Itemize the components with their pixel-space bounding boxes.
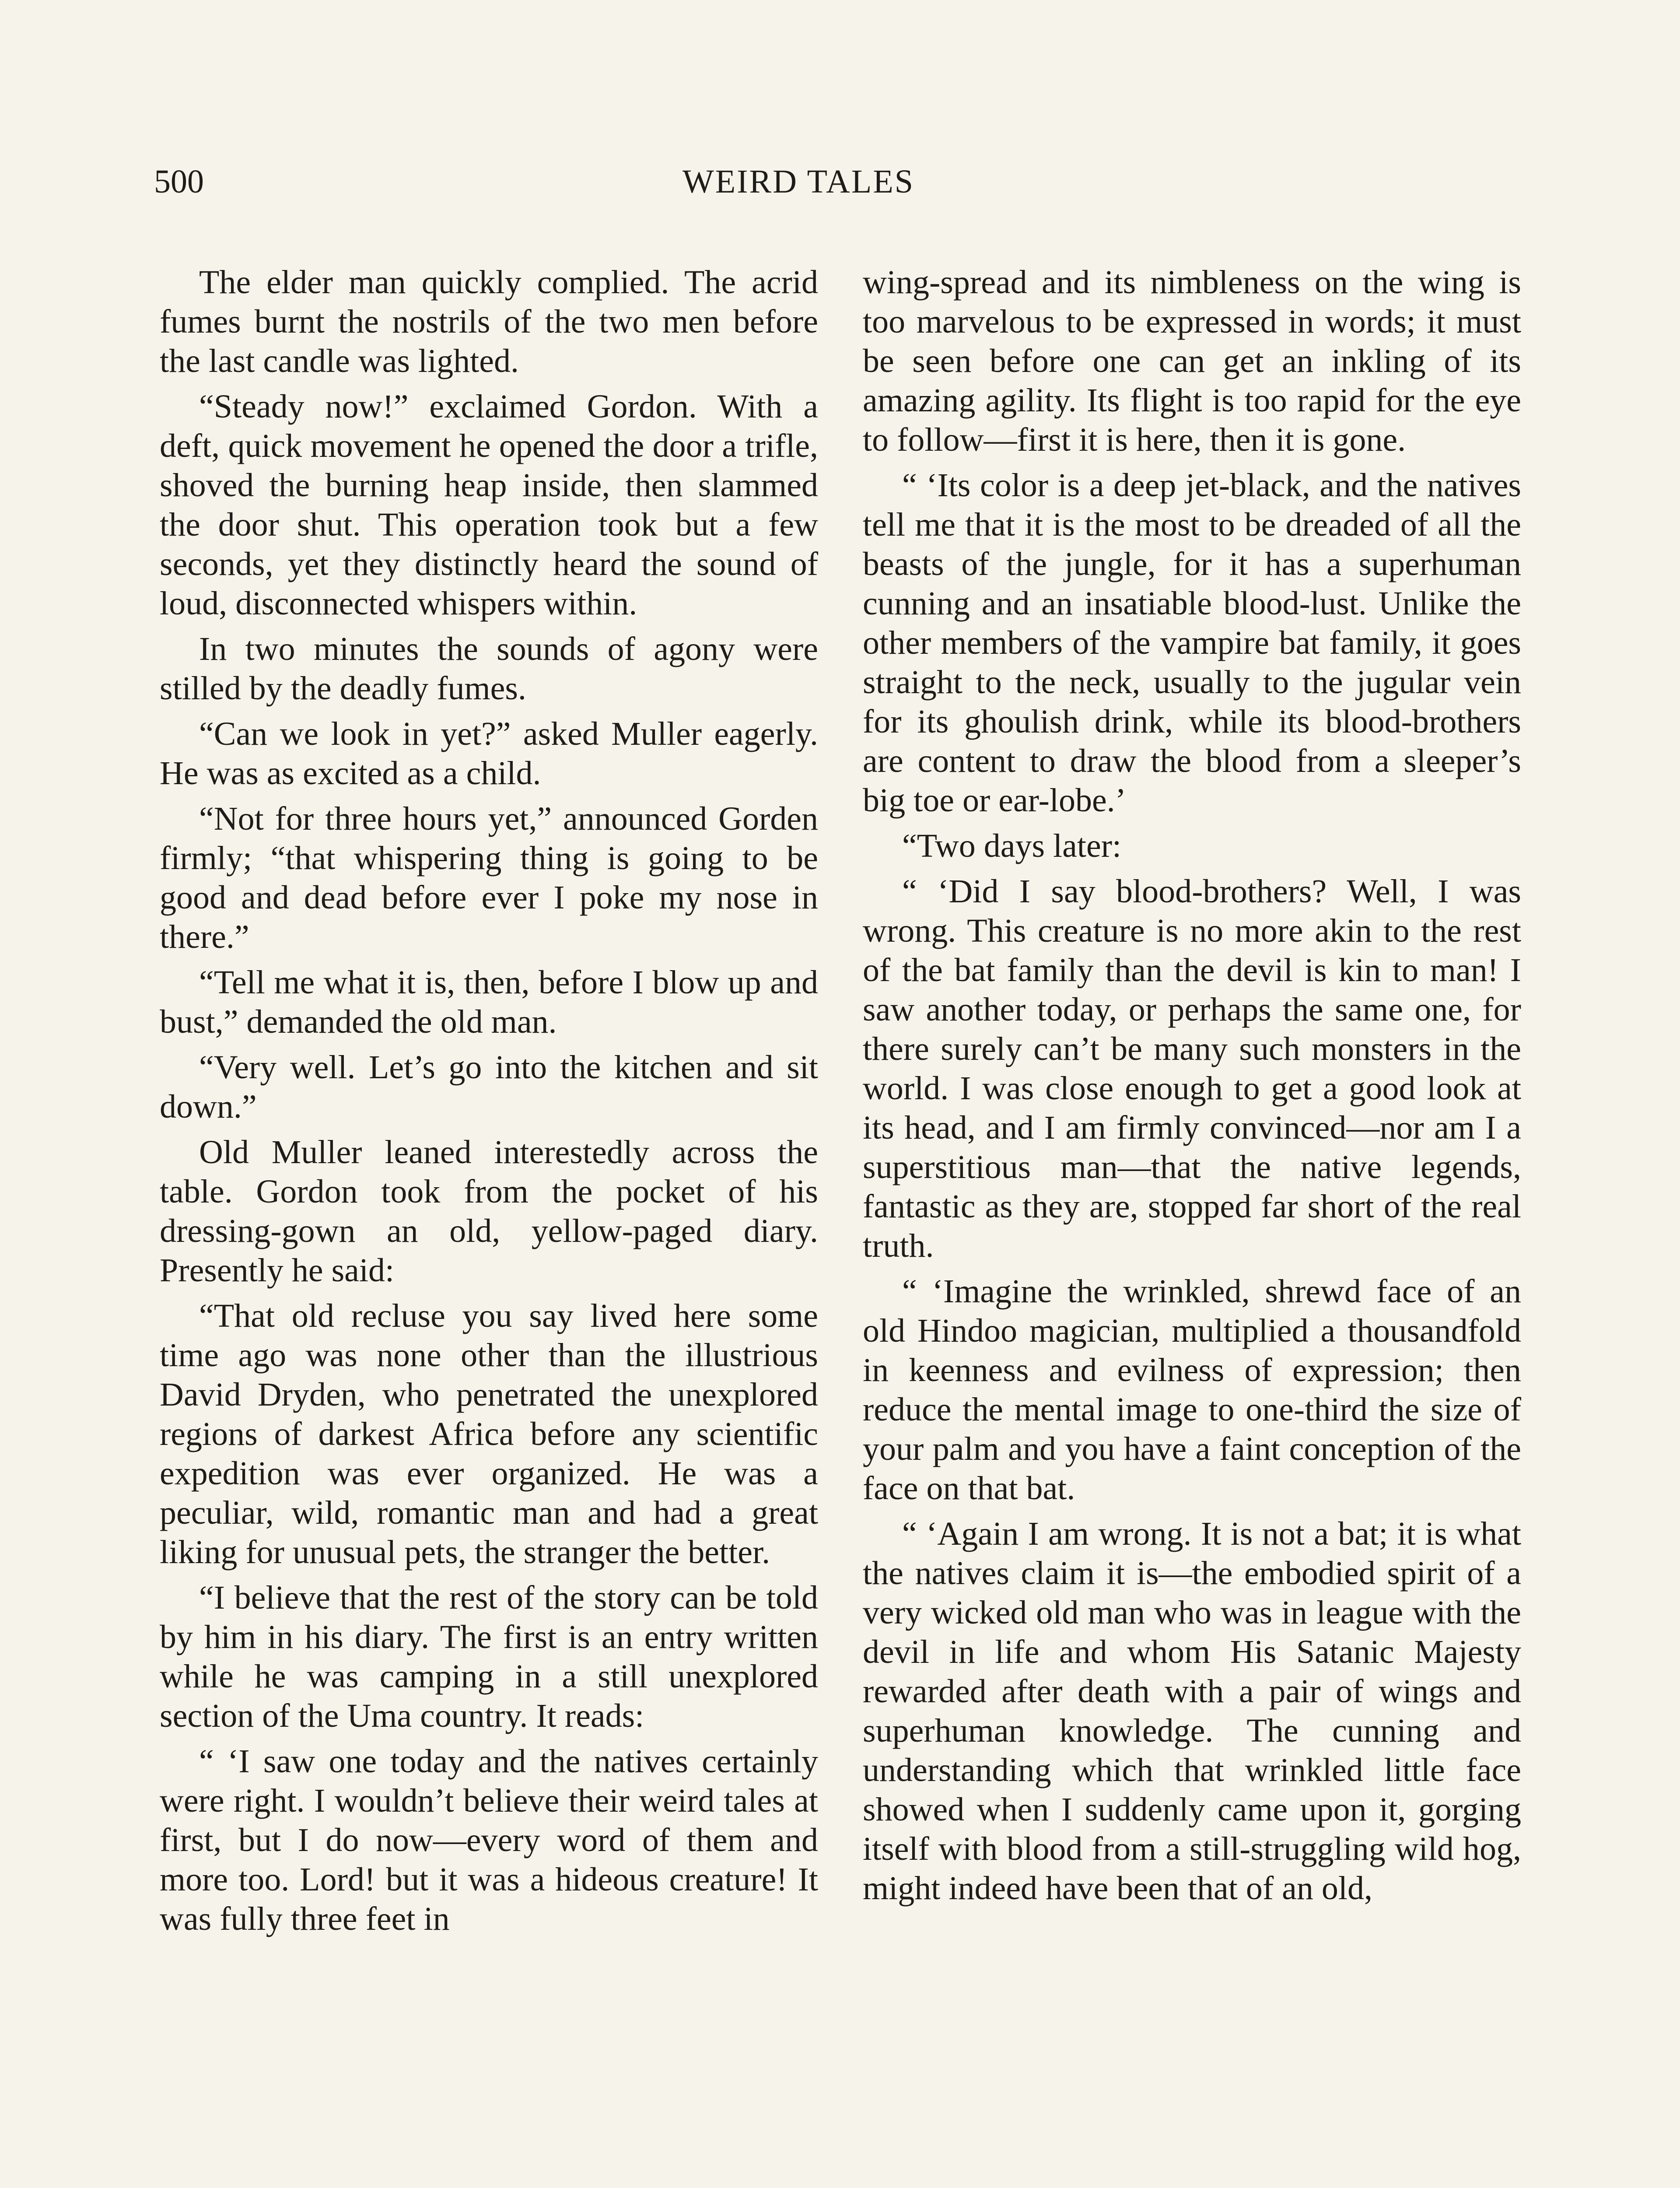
paragraph: “That old recluse you say lived here some time ago was none other than the illustrious David Dryden, who penetrated the unexplored regions of darkest Africa before any scientific expedition was ever organized. He was a peculiar, wild, romantic man and had a great liking for unusual pets, the stranger the better. <box>160 1297 818 1571</box>
paragraph: “Not for three hours yet,” announced Gorden firmly; “that whispering thing is going to be good and dead before ever I poke my nose in there.” <box>160 800 818 955</box>
paragraph: “Tell me what it is, then, before I blow up and bust,” demanded the old man. <box>160 964 818 1040</box>
paragraph: Old Muller leaned interestedly across the table. Gordon took from the pocket of his dressing-gown an old, yellow-paged diary. Presently he said: <box>160 1134 818 1289</box>
paragraph: “Two days later: <box>902 828 1122 864</box>
paragraph: The elder man quickly complied. The acrid fumes burnt the nostrils of the two men before the last candle was lighted. <box>160 264 818 379</box>
right-column <box>863 263 1521 1914</box>
paragraph: “ ‘Its color is a deep jet-black, and the natives tell me that it is the most to be dreaded of all the beasts of the jungle, for it has a superhuman cunning and an insatiable blood-lust. Unlike the other members of the vampire bat family, it goes straight to the neck, usually to the jugular vein for its ghoulish drink, while its blood-brothers are content to draw the blood from a sleeper’s big toe or ear-lobe.’ <box>863 467 1521 819</box>
continued-paragraph: wing-spread and its nimbleness on the wing is too marvelous to be expressed in words; it must be seen before one can get an inkling of its amazing agility. Its flight is too rapid for the eye to follow—first it is here, then it is gone. <box>863 264 1521 458</box>
paragraph: “Very well. Let’s go into the kitchen and sit down.” <box>160 1049 818 1125</box>
paragraph: “Can we look in yet?” asked Muller eagerly. He was as excited as a child. <box>160 715 818 792</box>
left-column <box>160 263 818 1945</box>
paragraph: “ ‘I saw one today and the natives certainly were right. I wouldn’t believe their weird tales at first, but I do now—every word of them and more too. Lord! but it was a hideous creature! It was fully three feet in <box>160 1743 818 1937</box>
running-head: WEIRD TALES <box>682 163 915 200</box>
paragraph: “I believe that the rest of the story can be told by him in his diary. The first is an entry written while he was camping in a still unexplored section of the Uma country. It reads: <box>160 1579 818 1734</box>
paragraph: “ ‘Did I say blood-brothers? Well, I was wrong. This creature is no more akin to the rest of the bat family than the devil is kin to man! I saw another today, or perhaps the same one, for there surely can’t be many such monsters in the world. I was close enough to get a good look at its head, and I am firmly convinced—nor am I a superstitious man—that the native legends, fantastic as they are, stopped far short of the real truth. <box>863 873 1521 1264</box>
paragraph: “ ‘Again I am wrong. It is not a bat; it is what the natives claim it is—the embodied spirit of a very wicked old man who was in league with the devil in life and whom His Satanic Majesty rewarded after death with a pair of wings and superhuman knowledge. The cunning and understanding which that wrinkled little face showed when I suddenly came upon it, gorging itself with blood from a still-struggling wild hog, might indeed have been that of an old, <box>863 1515 1521 1907</box>
page-number: 500 <box>154 163 204 200</box>
paragraph: “Steady now!” exclaimed Gordon. With a deft, quick movement he opened the door a trifle, shoved the burning heap inside, then slammed the door shut. This operation took but a few seconds, yet they distinctly heard the sound of loud, disconnected whispers within. <box>160 388 818 622</box>
paragraph: In two minutes the sounds of agony were stilled by the deadly fumes. <box>160 631 818 707</box>
paragraph: “ ‘Imagine the wrinkled, shrewd face of an old Hindoo magician, multiplied a thousandfold in keenness and evilness of expression; then reduce the mental image to one-third the size of your palm and you have a faint conception of the face on that bat. <box>863 1273 1521 1507</box>
